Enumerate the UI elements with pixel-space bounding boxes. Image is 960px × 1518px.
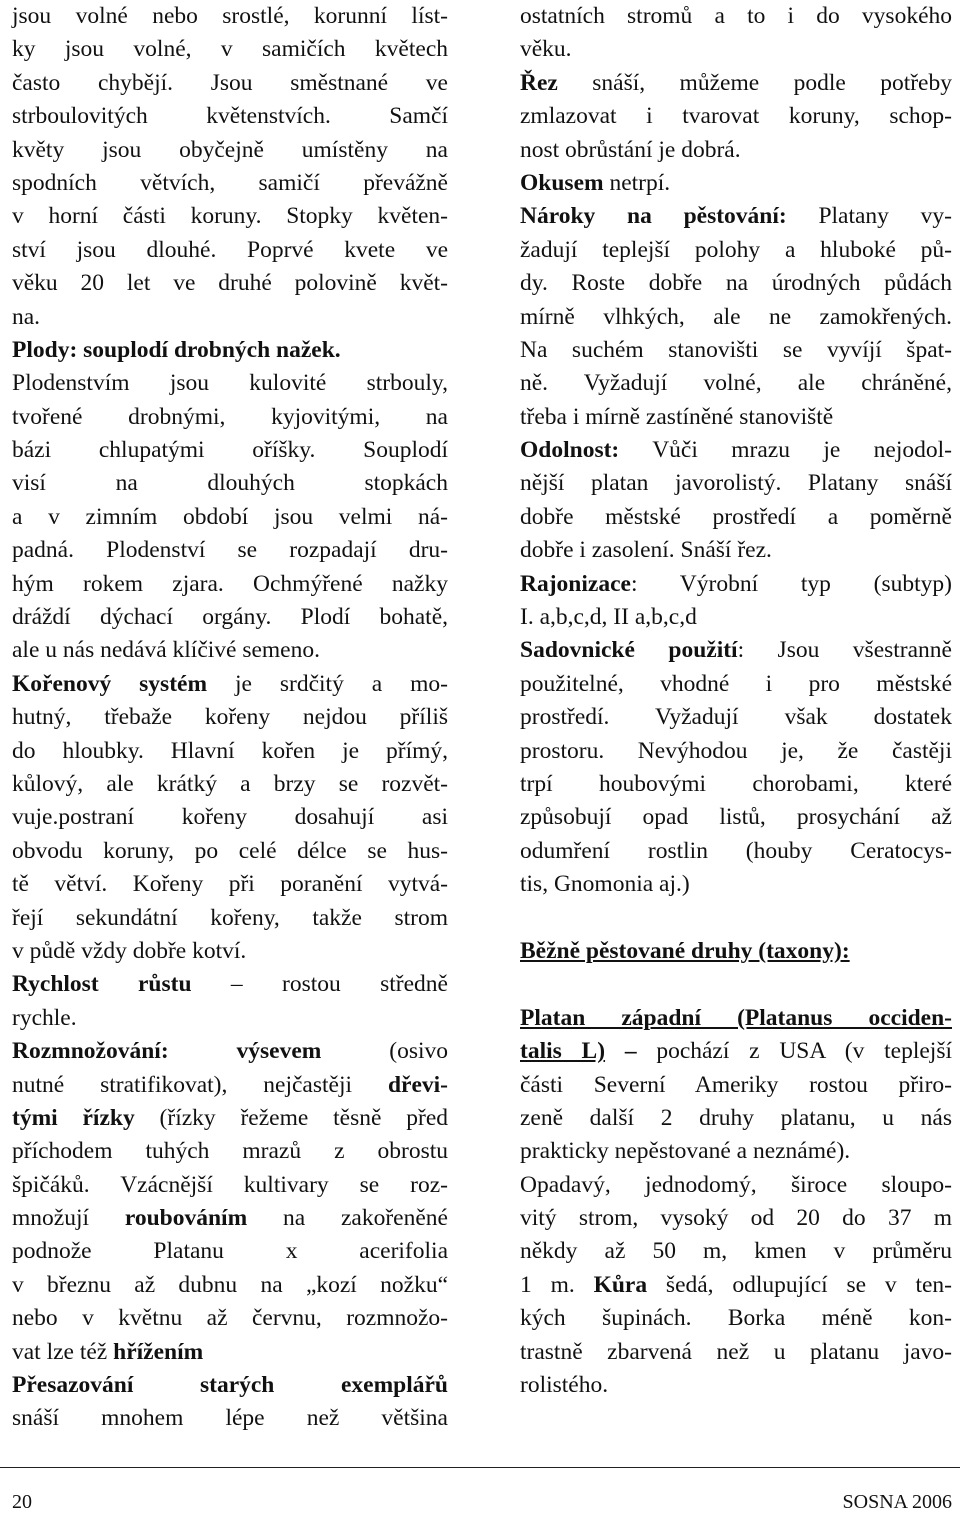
bold-term: Nároky na pěstování: (520, 203, 787, 230)
left-column-line (12, 1135, 448, 1168)
publication-name: SOSNA 2006 (842, 1491, 952, 1513)
left-column-line (12, 0, 448, 33)
right-column-line (520, 634, 952, 667)
text-run: trpí houbovými chorobami, které (520, 770, 952, 797)
left-column-line (12, 267, 448, 300)
text-run: řejí sekundátní kořeny, takže strom (12, 904, 448, 931)
right-column-spacer (520, 968, 952, 1001)
left-column-line (12, 1302, 448, 1335)
bold-term: Kůra (593, 1271, 648, 1298)
text-run: rolistého. (520, 1372, 609, 1399)
text-run: tvořené drobnými, kyjovitými, na (12, 403, 448, 430)
text-run: nebo v květnu až červnu, rozmnožo- (12, 1305, 448, 1332)
text-run: vuje.postraní kořeny dosahují asi (12, 804, 448, 831)
left-column-line (12, 467, 448, 500)
left-column-line (12, 1102, 448, 1135)
left-column-line (12, 100, 448, 133)
right-column-line (520, 267, 952, 300)
bold-term: tými řízky (12, 1104, 135, 1131)
left-column-line (12, 634, 448, 667)
text-run: špičáků. Vzácnější kultivary se roz- (12, 1171, 448, 1198)
left-column-line (12, 334, 448, 367)
page-number: 20 (12, 1491, 32, 1513)
text-run: : Jsou všestranně (737, 637, 952, 664)
text-run: žadují teplejší polohy a hluboké pů- (520, 236, 952, 263)
text-run: nutné stratifikovat), nejčastěji (12, 1071, 388, 1098)
left-column-line (12, 701, 448, 734)
left-column-line (12, 167, 448, 200)
text-run: příchodem tuhých mrazů z obrostu (12, 1138, 448, 1165)
bold-term: Běžně pěstované druhy (taxony): (520, 937, 850, 964)
right-column-line (520, 1069, 952, 1102)
text-run: tě větví. Kořeny při poranění vytvá- (12, 871, 448, 898)
bold-term: Řez (520, 69, 558, 96)
text-run: padná. Plodenství se rozpadají dru- (12, 537, 448, 564)
text-run: třeba i mírně zastíněné stanoviště (520, 403, 834, 430)
text-run: (osivo (321, 1038, 449, 1065)
left-column-line (12, 668, 448, 701)
left-column-line (12, 1202, 448, 1235)
bold-term: hřížením (113, 1338, 204, 1365)
right-column-line (520, 534, 952, 567)
text-run: způsobují opad listů, prosychání až (520, 804, 952, 831)
bold-term: Okusem (520, 169, 604, 196)
text-run: Opadavý, jednodomý, široce sloupo- (520, 1171, 952, 1198)
left-column-line (12, 868, 448, 901)
text-run: I. a,b,c,d, II a,b,c,d (520, 604, 697, 631)
right-column-line (520, 501, 952, 534)
left-column-line (12, 601, 448, 634)
right-column-line (520, 234, 952, 267)
left-column-line (12, 1369, 448, 1402)
right-column-line (520, 1102, 952, 1135)
left-column-line (12, 1336, 448, 1369)
text-run: ně. Vyžadují volné, ale chráněné, (520, 370, 952, 397)
text-run: množují (12, 1205, 125, 1232)
text-run: květy jsou obyčejně umístěny na (12, 136, 448, 163)
text-run: do hloubky. Hlavní kořen je přímý, (12, 737, 448, 764)
left-column-line (12, 534, 448, 567)
left-column-line (12, 1035, 448, 1068)
right-column-spacer (520, 902, 952, 935)
text-run: hým rokem zjara. Ochmýřené nažky (12, 570, 448, 597)
left-column-line (12, 134, 448, 167)
text-run: pochází z USA (v teplejší (636, 1038, 953, 1065)
right-column-line (520, 200, 952, 233)
right-column-line (520, 467, 952, 500)
right-column-line (520, 935, 952, 968)
text-run: prostoru. Nevýhodou je, že častěji (520, 737, 952, 764)
right-column-line (520, 668, 952, 701)
left-column-line (12, 33, 448, 66)
right-text-column (520, 0, 952, 1402)
right-column-line (520, 134, 952, 167)
right-column-line (520, 401, 952, 434)
text-run: často chybějí. Jsou směstnané ve (12, 69, 448, 96)
right-column-line (520, 367, 952, 400)
left-column-line (12, 200, 448, 233)
right-column-line (520, 301, 952, 334)
text-run: netrpí. (603, 169, 671, 196)
text-run: dráždí dýchací orgány. Plodí bohatě, (12, 604, 448, 631)
text-run: kých šupinách. Borka méně kon- (520, 1305, 952, 1332)
left-column-line (12, 367, 448, 400)
right-column-line (520, 33, 952, 66)
right-column-line (520, 1135, 952, 1168)
text-run: dy. Roste dobře na úrodných půdách (520, 270, 952, 297)
text-run: strboulovitých květenstvích. Samčí (12, 103, 448, 130)
bold-term: roubováním (124, 1205, 248, 1232)
left-column-line (12, 1402, 448, 1435)
text-run: šedá, odlupující se v ten- (647, 1271, 953, 1298)
text-run: jsou volné nebo srostlé, korunní líst- (12, 3, 448, 29)
right-column-line (520, 601, 952, 634)
right-column-line (520, 701, 952, 734)
text-run: obvodu koruny, po celé délce se hus- (12, 837, 448, 864)
text-run: visí na dlouhých stopkách (12, 470, 448, 497)
right-column-line (520, 0, 952, 33)
text-run: kůlový, ale krátký a brzy se rozvět- (12, 770, 448, 797)
left-column-line (12, 968, 448, 1001)
left-column-line (12, 1069, 448, 1102)
text-run: v půdě vždy dobře kotví. (12, 937, 247, 964)
left-column-line (12, 1169, 448, 1202)
bold-term: Sadovnické použití (520, 637, 738, 664)
text-run: na zakořeněné (247, 1205, 448, 1232)
right-column-line (520, 1336, 952, 1369)
bold-term: dřevi- (387, 1071, 448, 1098)
left-text-column (12, 0, 448, 1436)
bold-term: Odolnost: (520, 437, 620, 464)
right-column-line (520, 835, 952, 868)
text-run: – rostou středně (191, 971, 448, 998)
right-column-line (520, 1202, 952, 1235)
text-run: v horní části koruny. Stopky květen- (12, 203, 448, 230)
text-run: spodních větvích, samičí převážně (12, 169, 448, 196)
right-column-line (520, 1235, 952, 1268)
text-run: ale u nás nedává klíčivé semeno. (12, 637, 320, 664)
text-run: : Výrobní typ (subtyp) (630, 570, 952, 597)
right-column-line (520, 768, 952, 801)
left-column-line (12, 434, 448, 467)
text-run: Plodenstvím jsou kulovité strbouly, (12, 370, 448, 397)
text-run: věku 20 let ve druhé polovině květ- (12, 270, 448, 297)
text-run: na. (12, 303, 41, 330)
text-run: ství jsou dlouhé. Poprvé kvete ve (12, 236, 448, 263)
right-column-line (520, 1302, 952, 1335)
text-run: v březnu až dubnu na „kozí nožku“ (12, 1271, 448, 1298)
left-column-line (12, 301, 448, 334)
right-column-line (520, 334, 952, 367)
left-column-line (12, 801, 448, 834)
text-run: dobře městské prostředí a poměrně (520, 503, 952, 530)
right-column-line (520, 1002, 952, 1035)
left-column-line (12, 902, 448, 935)
right-column-line (520, 1169, 952, 1202)
left-column-line (12, 568, 448, 601)
text-run: 1 m. (520, 1271, 594, 1298)
text-run: prakticky nepěstované a neznámé). (520, 1138, 851, 1165)
text-run: nější platan javorolistý. Platany snáší (520, 470, 952, 497)
text-run: hutný, třebaže kořeny nejdou příliš (12, 704, 448, 731)
text-run: Platany vy- (786, 203, 952, 230)
left-column-line (12, 401, 448, 434)
text-run: Na suchém stanovišti se vyvíjí špat- (520, 336, 952, 363)
left-column-line (12, 735, 448, 768)
text-run: rychle. (12, 1004, 77, 1031)
text-run: ky jsou volné, v samičích květech (12, 36, 448, 63)
bold-term: Rajonizace (520, 570, 631, 597)
text-run: mírně vlhkých, ale ne zamokřených. (520, 303, 952, 330)
text-run: dobře i zasolení. Snáší řez. (520, 537, 772, 564)
text-run: použitelné, vhodné i pro městské (520, 670, 952, 697)
text-run: bázi chlupatými oříšky. Souplodí (12, 437, 448, 464)
right-column-line (520, 167, 952, 200)
left-column-line (12, 1235, 448, 1268)
text-run: a v zimním období jsou velmi ná- (12, 503, 448, 530)
left-column-line (12, 835, 448, 868)
text-run: snáší mnohem lépe než většina (12, 1405, 448, 1432)
bold-term: Plody: souplodí drobných nažek. (12, 336, 341, 363)
text-run: věku. (520, 36, 572, 63)
text-run: (řízky řežeme těsně před (134, 1104, 448, 1131)
right-column-line (520, 568, 952, 601)
text-run (605, 1038, 625, 1064)
text-run: prostředí. Vyžadují však dostatek (520, 704, 952, 731)
left-column-line (12, 501, 448, 534)
right-column-line (520, 100, 952, 133)
bold-term: Platan západní (Platanus occiden- (520, 1004, 952, 1031)
text-run: části Severní Ameriky rostou přiro- (520, 1071, 952, 1098)
right-column-line (520, 1269, 952, 1302)
left-column-line (12, 1002, 448, 1035)
text-run: trastně zbarvená než u platanu javo- (520, 1338, 952, 1365)
text-run: podnože Platanu x acerifolia (12, 1238, 448, 1265)
text-run: vitý strom, vysoký od 20 do 37 m (520, 1205, 952, 1232)
text-run: odumření rostlin (houby Ceratocys- (520, 837, 952, 864)
right-column-line (520, 434, 952, 467)
text-run: Vůči mrazu je nejodol- (619, 437, 952, 464)
left-column-line (12, 1269, 448, 1302)
left-column-line (12, 67, 448, 100)
right-column-line (520, 735, 952, 768)
right-column-line (520, 801, 952, 834)
bold-term: Rychlost růstu (12, 971, 192, 998)
bold-term: Kořenový systém (12, 670, 208, 697)
text-run: někdy až 50 m, kmen v průměru (520, 1238, 952, 1265)
right-column-line (520, 67, 952, 100)
left-column-line (12, 234, 448, 267)
right-column-line (520, 1035, 952, 1068)
text-run: zmlazovat i tvarovat koruny, schop- (520, 103, 952, 130)
text-run: zeně další 2 druhy platanu, u nás (520, 1104, 952, 1131)
text-run: tis, Gnomonia aj.) (520, 871, 690, 898)
text-run: je srdčitý a mo- (207, 670, 448, 697)
text-run: vat lze též (12, 1338, 114, 1365)
right-column-line (520, 868, 952, 901)
bold-term: – (624, 1038, 637, 1065)
bold-term: Rozmnožování: výsevem (12, 1038, 322, 1065)
footer-divider (0, 1467, 960, 1468)
bold-term: Přesazování starých exemplářů (12, 1372, 448, 1399)
right-column-line (520, 1369, 952, 1402)
text-run: nost obrůstání je dobrá. (520, 136, 741, 163)
bold-term: talis L) (520, 1038, 606, 1065)
left-column-line (12, 935, 448, 968)
text-run: snáší, můžeme podle potřeby (557, 69, 952, 96)
left-column-line (12, 768, 448, 801)
text-run: ostatních stromů a to i do vysokého (520, 3, 952, 29)
